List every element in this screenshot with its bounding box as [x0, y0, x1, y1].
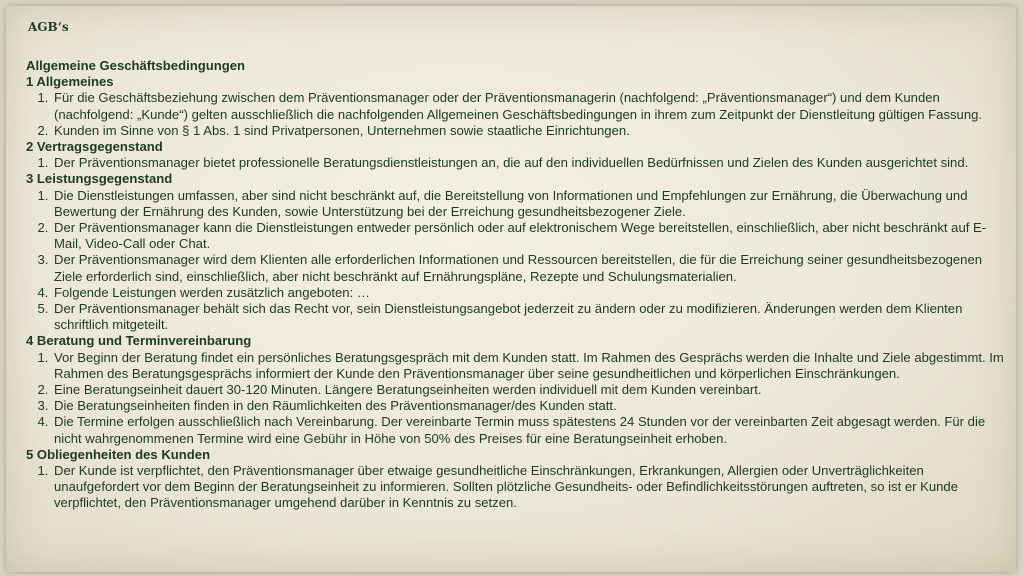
document-title: Allgemeine Geschäftsbedingungen	[26, 58, 245, 73]
section-heading: 4 Beratung und Terminvereinbarung	[26, 333, 252, 349]
section-list	[26, 90, 1010, 139]
list-item: 3. Der Präventionsmanager wird dem Klienten alle erforderlichen Informationen und Ressourcen bereitstellen, die für die Erreichung seiner gesundheitsbezogenen Ziele erforderlich sind, einschließlich, aber nicht beschränkt auf Ernährungspläne, Rezepte und Schulungsmaterialien.	[52, 252, 1010, 284]
list-item: 5. Der Präventionsmanager behält sich das Recht vor, sein Dienstleistungsangebot jederzeit zu ändern oder zu modifizieren. Änderungen werden dem Klienten schriftlich mitgeteilt.	[52, 301, 1010, 333]
section-list	[26, 350, 1010, 447]
section-heading: 1 Allgemeines	[26, 74, 114, 90]
document-page	[6, 6, 1016, 572]
list-item: 2. Kunden im Sinne von § 1 Abs. 1 sind Privatpersonen, Unternehmen sowie staatliche Einrichtungen.	[52, 123, 1010, 139]
list-item: 1. Die Dienstleistungen umfassen, aber sind nicht beschränkt auf, die Bereitstellung von Informationen und Empfehlungen zur Ernährung, die Überwachung und Bewertung der Ernährung des Kunden, sowie Unterstützung bei der Erreichung gesundheitsbezogener Ziele.	[52, 188, 1010, 220]
section-list	[26, 155, 1010, 171]
section-heading: 2 Vertragsgegenstand	[26, 139, 163, 155]
list-item: 4. Die Termine erfolgen ausschließlich nach Vereinbarung. Der vereinbarte Termin muss spätestens 24 Stunden vor der vereinbarten Zeit abgesagt werden. Für die nicht wahrgenommenen Termine wird eine Gebühr in Höhe von 50% des Preises für eine Beratungseinheit erhoben.	[52, 414, 1010, 446]
document-body	[26, 58, 1010, 512]
list-item: 2. Der Präventionsmanager kann die Dienstleistungen entweder persönlich oder auf elektronischem Wege bereitstellen, einschließlich, aber nicht beschränkt auf E-Mail, Video-Call oder Chat.	[52, 220, 1010, 252]
list-item: 1. Der Präventionsmanager bietet professionelle Beratungsdienstleistungen an, die auf den individuellen Bedürfnissen und Zielen des Kunden ausgerichtet sind.	[52, 155, 1010, 171]
list-item: 1. Der Kunde ist verpflichtet, den Präventionsmanager über etwaige gesundheitliche Einschränkungen, Erkrankungen, Allergien oder Unverträglichkeiten unaufgefordert vor dem Beginn der Beratungseinheit zu informieren. Sollten plötzliche Gesundheits- oder Befindlichkeitsstörungen auftreten, so ist er Kunde verpflichtet, den Präventionsmanager umgehend darüber in Kenntnis zu setzen.	[52, 463, 1010, 512]
list-item: 4. Folgende Leistungen werden zusätzlich angeboten: …	[52, 285, 1010, 301]
list-item: 1. Für die Geschäftsbeziehung zwischen dem Präventionsmanager oder der Präventionsmanagerin (nachfolgend: „Präventionsmanager“) und dem Kunden (nachfolgend: „Kunde“) gelten ausschließlich die nachfolgenden Allgemeinen Geschäftsbedingungen in ihrem zum Zeitpunkt der Dienstleitung gültigen Fassung.	[52, 90, 1010, 122]
section-heading: 5 Obliegenheiten des Kunden	[26, 446, 211, 462]
document-label: AGB‘s	[28, 20, 69, 34]
section-heading: 3 Leistungsgegenstand	[26, 171, 173, 187]
section-list	[26, 463, 1010, 512]
list-item: 1. Vor Beginn der Beratung findet ein persönliches Beratungsgespräch mit dem Kunden statt. Im Rahmen des Gesprächs werden die Inhalte und Ziele abgestimmt. Im Rahmen des Beratungsgesprächs informiert der Kunde den Präventionsmanager über seine gesundheitlichen und körperlichen Einschränkungen.	[52, 350, 1010, 382]
sections-container	[26, 74, 1010, 511]
list-item: 3. Die Beratungseinheiten finden in den Räumlichkeiten des Präventionsmanager/des Kunden statt.	[52, 398, 1010, 414]
list-item: 2. Eine Beratungseinheit dauert 30-120 Minuten. Längere Beratungseinheiten werden individuell mit dem Kunden vereinbart.	[52, 382, 1010, 398]
section-list	[26, 188, 1010, 334]
